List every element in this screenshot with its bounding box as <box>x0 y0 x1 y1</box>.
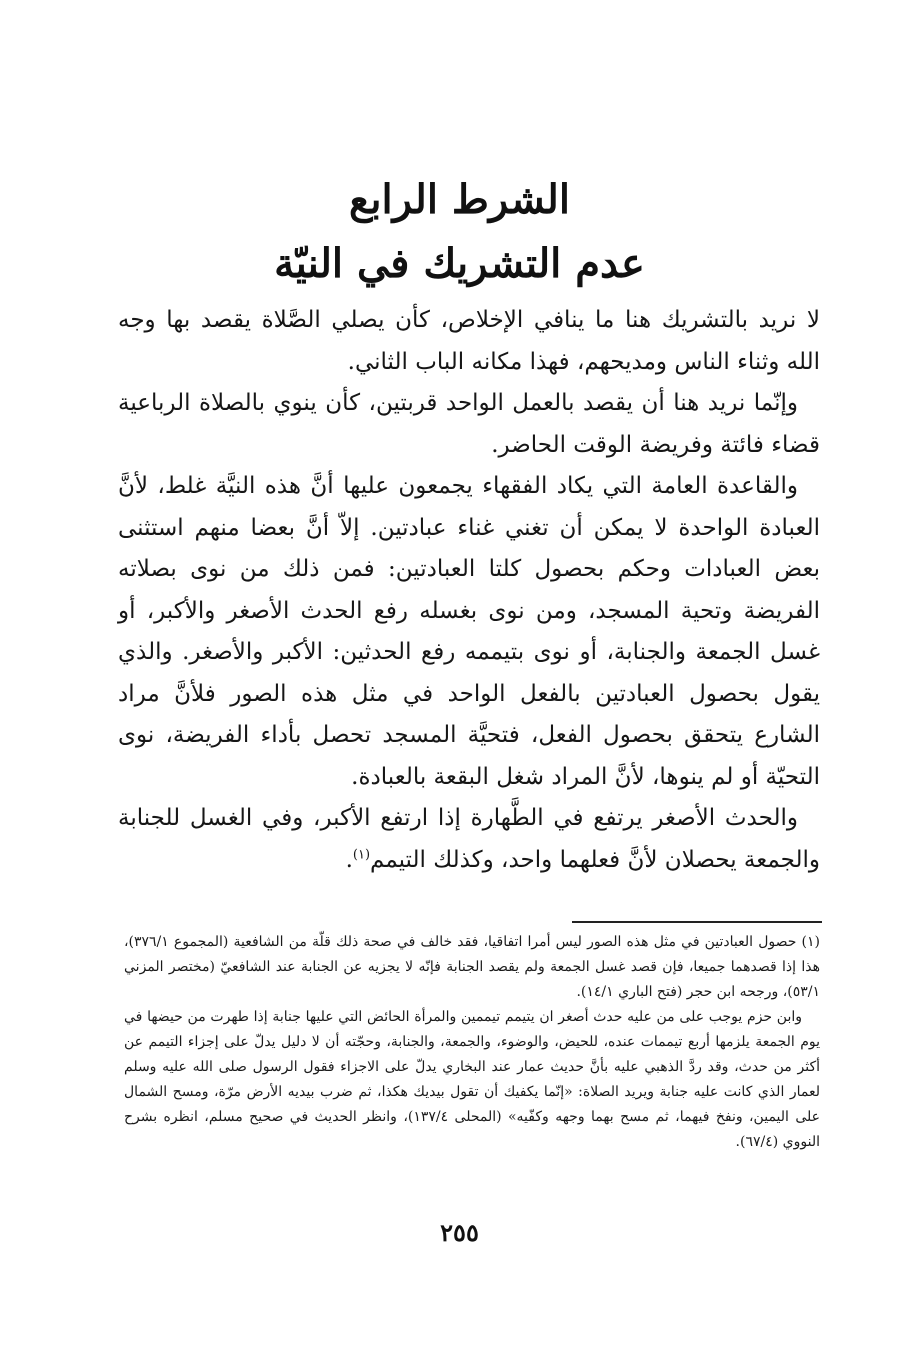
footnote-1-continuation: وابن حزم يوجب على من عليه حدث أصغر ان يتيمم تيممين والمرأة الحائض التي عليها جنابة إذا طهرت من حيضها في يوم الجمعة يلزمها أربع تيممات عنده، للحيض، والوضوء، والجمعة، والجنابة، وحجّته أن لا دليل يدلّ على إجزاء التيمم عن أكثر من حدث، وقد ردَّ الذهبي عليه بأنَّ حديث عمار عند البخاري يدلّ على الاجزاء فقول الرسول صلى الله عليه وسلم لعمار الذي كانت عليه جنابة ويريد الصلاة: «إنّما يكفيك أن تقول بيديك هكذا، ثم ضرب بيديه الأرض مرّة، ومسح الشمال على اليمين، ونفخ فيهما، ثم مسح بهما وجهه وكفّيه» (المحلى ١٣٧/٤)، وانظر الحديث في صحيح مسلم، انظره بشرح النووي (٦٧/٤). <box>124 1009 820 1150</box>
chapter-heading <box>0 168 919 296</box>
paragraph-4-end: . <box>345 846 353 873</box>
footnotes <box>124 930 820 1155</box>
paragraph-4-text: والحدث الأصغر يرتفع في الطَّهارة إذا ارتفع الأكبر، وفي الغسل للجنابة والجمعة يحصلان لأنَّ فعلهما واحد، وكذلك التيمم <box>118 805 820 873</box>
paragraph-3: والقاعدة العامة التي يكاد الفقهاء يجمعون عليها أنَّ هذه النيَّة غلط، لأنَّ العبادة الواحدة لا يمكن أن تغني غناء عبادتين. إلاّ أنَّ بعضا منهم استثنى بعض العبادات وحكم بحصول كلتا العبادتين: فمن ذلك من نوى بصلاته الفريضة وتحية المسجد، ومن نوى بغسله رفع الحدث الأصغر والأكبر، أو غسل الجمعة والجنابة، أو نوى بتيممه رفع الحدثين: الأكبر والأصغر. والذي يقول بحصول العبادتين بالفعل الواحد في مثل هذه الصور فلأنَّ مراد الشارع يتحقق بحصول الفعل، فتحيَّة المسجد تحصل بأداء الفريضة، نوى التحيّة أو لم ينوها، لأنَّ المراد شغل البقعة بالعبادة. <box>118 473 820 790</box>
heading-line-1: الشرط الرابع <box>349 176 570 223</box>
page-number: ٢٥٥ <box>440 1218 479 1247</box>
main-text <box>118 300 820 881</box>
footnote-1: (١) حصول العبادتين في مثل هذه الصور ليس أمرا اتفاقيا، فقد خالف في صحة ذلك قلّة من الشافعية (المجموع ٣٧٦/١)، هذا إذا قصدهما جميعا، فإن قصد غسل الجمعة ولم يقصد الجنابة فإنّه لا يجزيه عن الجنابة عند الشافعيّ (مختصر المزني ٥٣/١)، ورجحه ابن حجر (فتح الباري ١٤/١). <box>124 934 820 1000</box>
heading-line-2: عدم التشريك في النيّة <box>274 240 645 287</box>
paragraph-1: لا نريد بالتشريك هنا ما ينافي الإخلاص، كأن يصلي الصَّلاة يقصد بها وجه الله وثناء الناس ومديحهم، فهذا مكانه الباب الثاني. <box>118 307 820 375</box>
footnote-marker: (١) <box>352 846 371 862</box>
paragraph-2: وإنّما نريد هنا أن يقصد بالعمل الواحد قربتين، كأن ينوي بالصلاة الرباعية قضاء فائتة وفريضة الوقت الحاضر. <box>118 390 820 458</box>
paragraph-4 <box>118 798 820 881</box>
footnote-divider <box>572 921 822 923</box>
